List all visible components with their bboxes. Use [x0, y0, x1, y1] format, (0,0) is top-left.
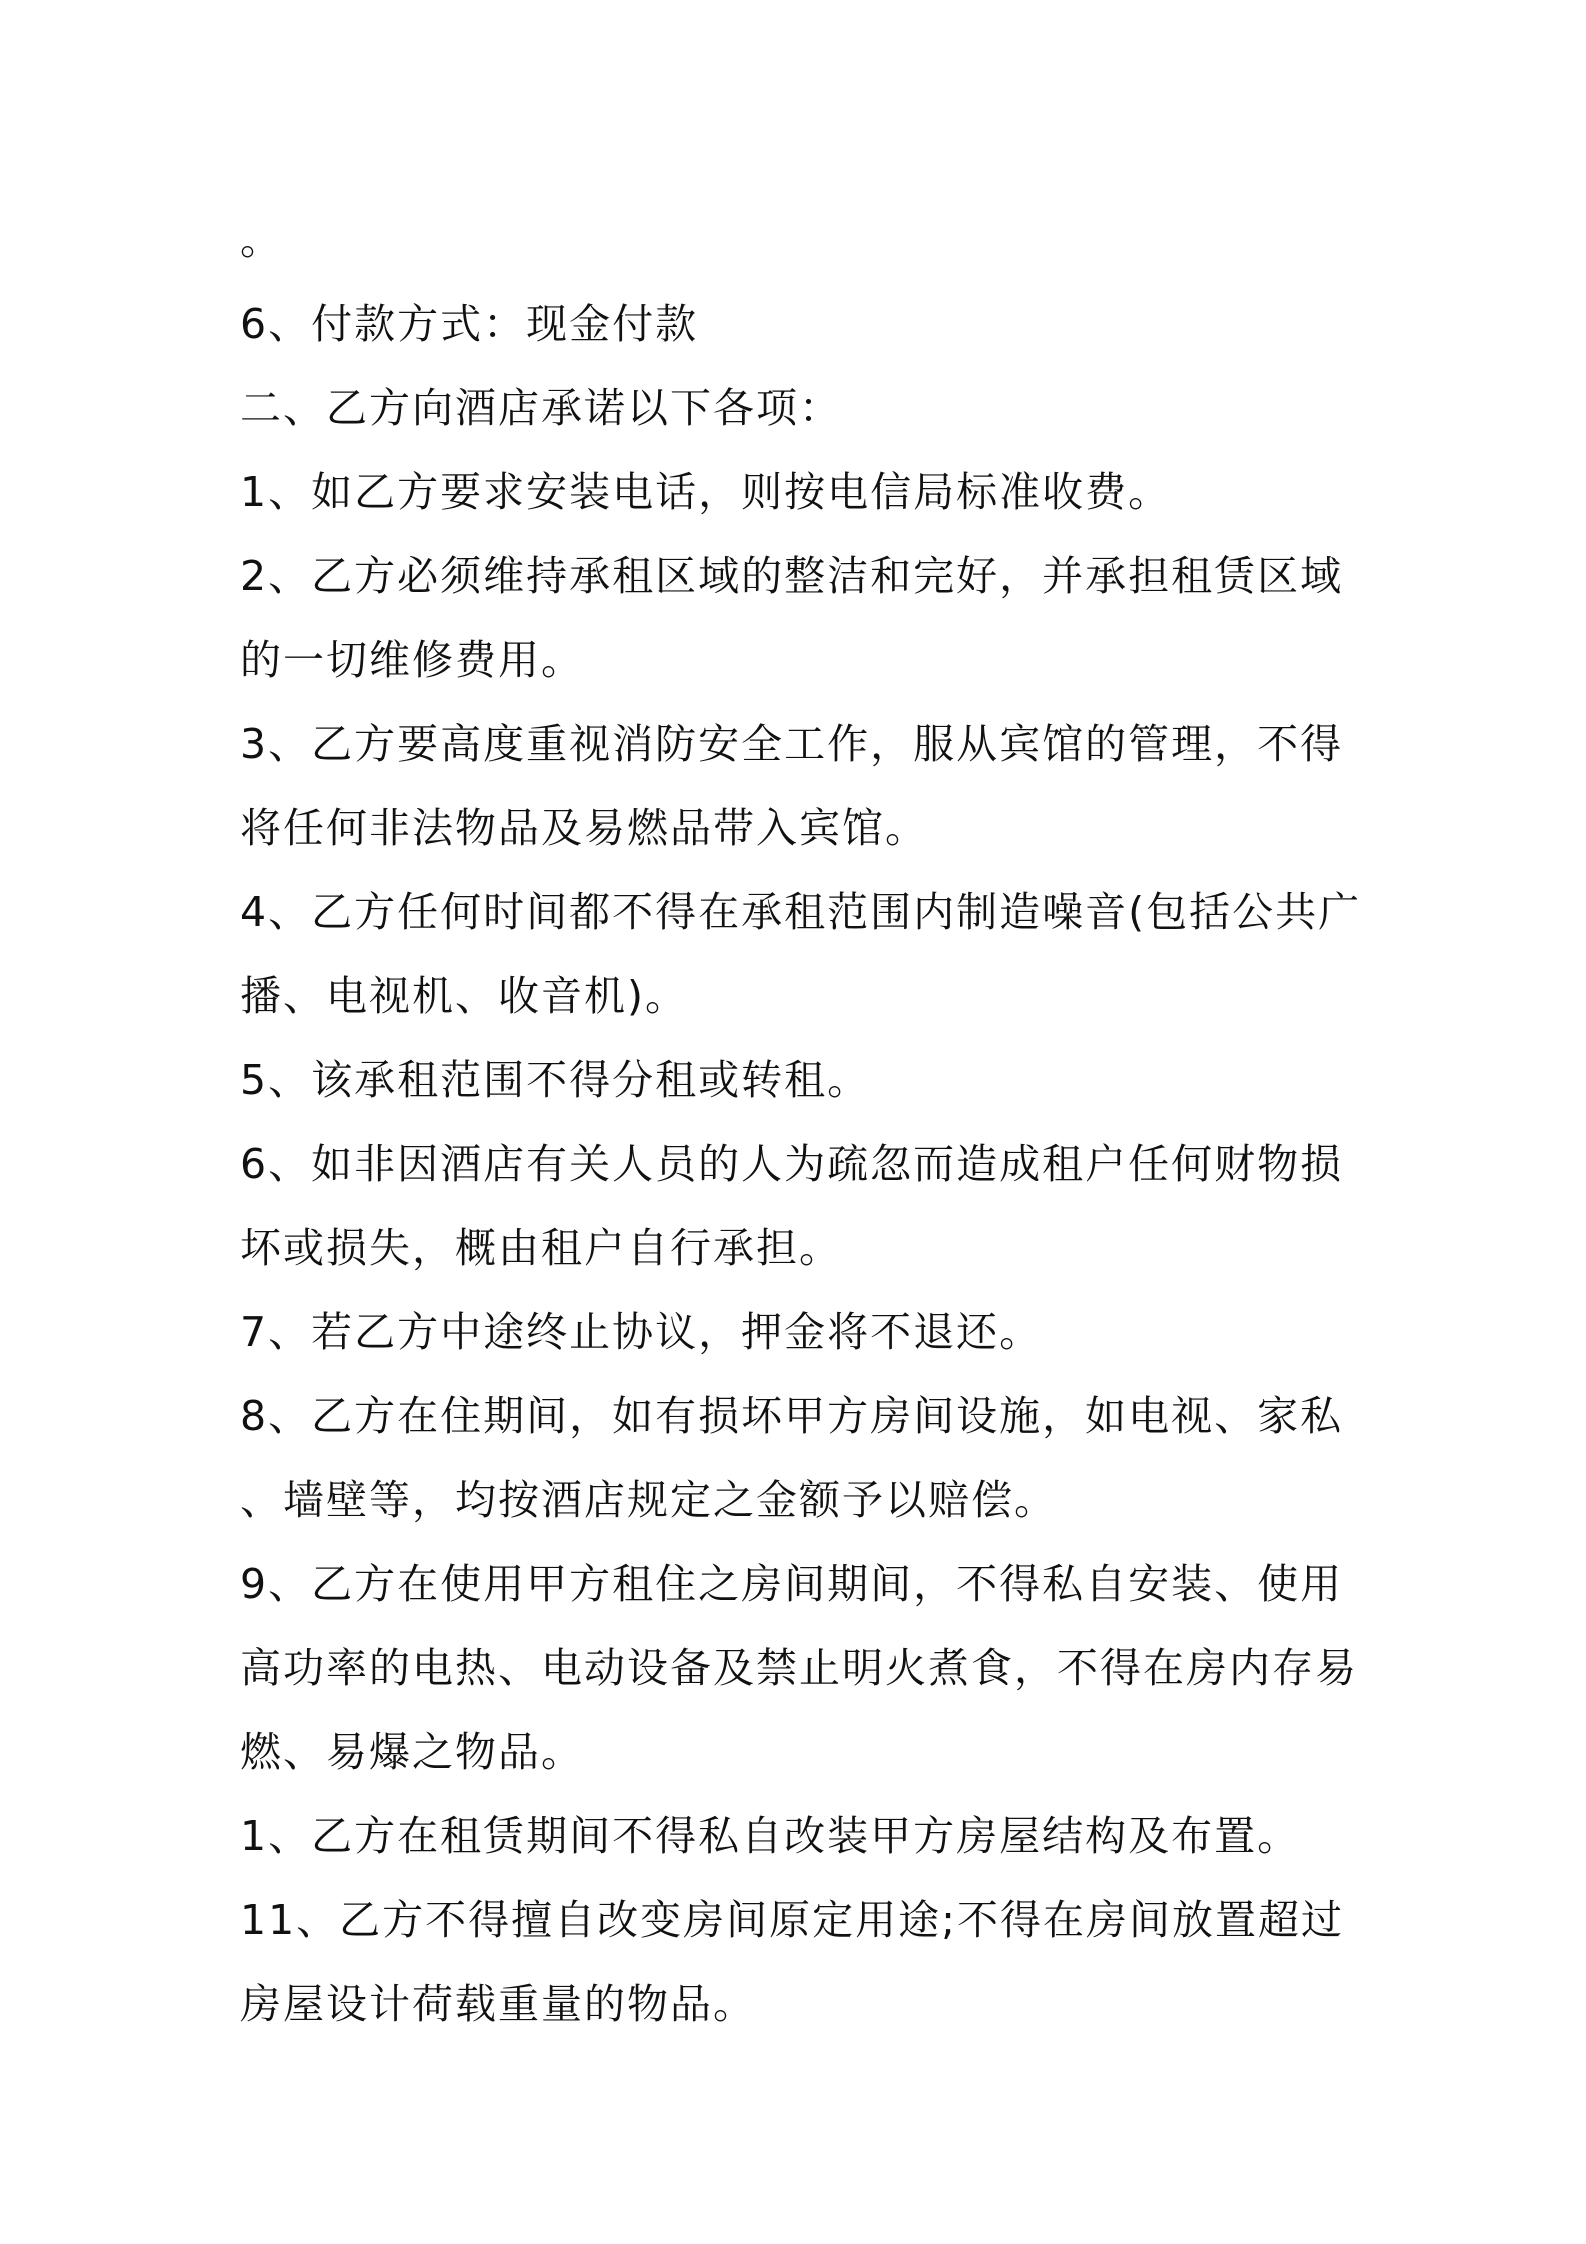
text-line: 6、如非因酒店有关人员的人为疏忽而造成租户任何财物损	[240, 1140, 1344, 1188]
text-line: 燃、易爆之物品。	[240, 1728, 584, 1776]
text-line: 1、乙方在租赁期间不得私自改装甲方房屋结构及布置。	[240, 1812, 1301, 1860]
text-line: 。	[240, 216, 283, 264]
text-line: 高功率的电热、电动设备及禁止明火煮食，不得在房内存易	[240, 1644, 1358, 1692]
text-line: 4、乙方任何时间都不得在承租范围内制造噪音(包括公共广	[240, 888, 1362, 936]
text-line: 将任何非法物品及易燃品带入宾馆。	[240, 804, 928, 852]
text-line: 8、乙方在住期间，如有损坏甲方房间设施，如电视、家私	[240, 1392, 1344, 1440]
text-line: 11、乙方不得擅自改变房间原定用途;不得在房间放置超过	[240, 1896, 1344, 1944]
text-line: 3、乙方要高度重视消防安全工作，服从宾馆的管理，不得	[240, 720, 1344, 768]
text-line: 、墙壁等，均按酒店规定之金额予以赔偿。	[240, 1476, 1057, 1524]
document-body	[240, 198, 1370, 2046]
text-line: 房屋设计荷载重量的物品。	[240, 1980, 756, 2028]
text-line: 的一切维修费用。	[240, 636, 584, 684]
text-line: 坏或损失，概由租户自行承担。	[240, 1224, 842, 1272]
text-line: 2、乙方必须维持承租区域的整洁和完好，并承担租赁区域	[240, 552, 1344, 600]
text-line: 9、乙方在使用甲方租住之房间期间，不得私自安装、使用	[240, 1560, 1344, 1608]
text-line: 播、电视机、收音机)。	[240, 972, 688, 1020]
text-line: 二、乙方向酒店承诺以下各项：	[240, 384, 842, 432]
text-line: 7、若乙方中途终止协议，押金将不退还。	[240, 1308, 1043, 1356]
text-line: 6、付款方式：现金付款	[240, 300, 699, 348]
text-line: 5、该承租范围不得分租或转租。	[240, 1056, 871, 1104]
text-line: 1、如乙方要求安装电话，则按电信局标准收费。	[240, 468, 1172, 516]
